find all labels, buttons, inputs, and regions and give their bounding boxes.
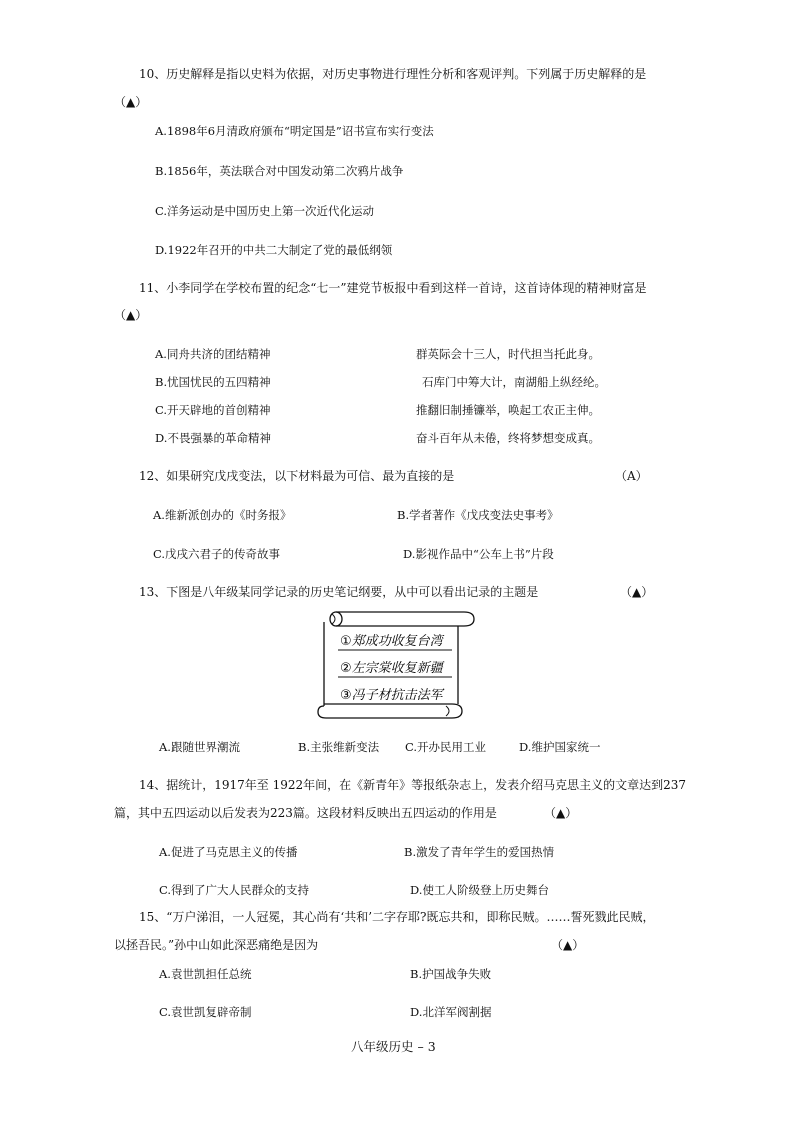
q12-option-b: B.学者著作《戊戌变法史事考》: [397, 508, 559, 522]
q13-stem: 13、下图是八年级某同学记录的历史笔记纲要，从中可以看出记录的主题是: [139, 585, 539, 599]
q13-option-d: D.维护国家统一: [519, 740, 601, 754]
q10-option-b: B.1856年，英法联合对中国发动第二次鸦片战争: [155, 164, 404, 178]
scroll-line-1: ①郑成功收复台湾: [340, 634, 443, 649]
q14-stem-line-1: 14、据统计，1917年至 1922年间，在《新青年》等报纸杂志上，发表介绍马克思主义的文章达到237: [139, 778, 687, 792]
q10-stem: 10、历史解释是指以史料为依据，对历史事物进行理性分析和客观评判。下列属于历史解释的是: [139, 67, 647, 81]
q10-option-a: A.1898年6月清政府颁布“明定国是”诏书宣布实行变法: [155, 124, 434, 138]
scroll-line-2: ②左宗棠收复新疆: [340, 661, 443, 676]
q11-option-c: C.开天辟地的首创精神: [155, 403, 271, 417]
q10-option-c: C.洋务运动是中国历史上第一次近代化运动: [155, 204, 375, 218]
q14-stem-line-2: 篇，其中五四运动以后发表为223篇。这段材料反映出五四运动的作用是: [114, 806, 497, 820]
q12-option-a: A.维新派创办的《时务报》: [153, 508, 292, 522]
q15-stem-line-2: 以拯吾民。”孙中山如此深恶痛绝是因为: [114, 938, 319, 952]
q15-option-d: D.北洋军阀割据: [410, 1005, 492, 1019]
q15-option-c: C.袁世凯复辟帝制: [159, 1005, 252, 1019]
q12-answer-mark: （A）: [615, 469, 648, 483]
q11-option-a: A.同舟共济的团结精神: [155, 347, 271, 361]
q13-answer-mark: （▲）: [620, 585, 654, 599]
q14-answer-mark: （▲）: [544, 806, 578, 820]
q12-option-c: C.戊戌六君子的传奇故事: [153, 547, 281, 561]
q11-poem-line-1: 群英际会十三人，时代担当托此身。: [416, 347, 600, 361]
q14-option-c: C.得到了广大人民群众的支持: [159, 883, 310, 897]
q12-stem: 12、如果研究戊戌变法，以下材料最为可信、最为直接的是: [139, 469, 455, 483]
q11-option-d: D.不畏强暴的革命精神: [155, 431, 271, 445]
q12-option-d: D.影视作品中“公车上书”片段: [403, 547, 554, 561]
q15-option-a: A.袁世凯担任总统: [159, 967, 252, 981]
q11-poem-line-3: 推翻旧制捶镰举，唤起工农正主伸。: [416, 403, 600, 417]
q13-option-a: A.跟随世界潮流: [159, 740, 240, 754]
q15-answer-mark: （▲）: [551, 938, 585, 952]
q14-option-a: A.促进了马克思主义的传播: [159, 845, 298, 859]
q15-option-b: B.护国战争失败: [410, 967, 492, 981]
q11-poem-line-4: 奋斗百年从未倦，终将梦想变成真。: [416, 431, 600, 445]
q10-answer-mark: （▲）: [114, 95, 148, 109]
q14-option-d: D.使工人阶级登上历史舞台: [410, 883, 549, 897]
scroll-notes-figure: [302, 604, 480, 722]
page-footer: 八年级历史 – 3: [351, 1039, 436, 1054]
q15-stem-line-1: 15、“万户涕泪，一人冠冕，其心尚有‘共和’二字存耶?既忘共和，即称民贼。……誓死戮此民贼，: [139, 910, 655, 924]
q13-option-c: C.开办民用工业: [405, 740, 487, 754]
q13-option-b: B.主张维新变法: [298, 740, 380, 754]
q14-option-b: B.激发了青年学生的爱国热情: [404, 845, 555, 859]
q11-answer-mark: （▲）: [114, 308, 148, 322]
scroll-line-3: ③冯子材抗击法军: [340, 688, 443, 703]
q11-stem: 11、小李同学在学校布置的纪念“七一”建党节板报中看到这样一首诗，这首诗体现的精神财富是: [139, 281, 647, 295]
q11-option-b: B.忧国忧民的五四精神: [155, 375, 271, 389]
q11-poem-line-2: 石库门中筹大计，南湖船上纵经纶。: [422, 375, 606, 389]
q10-option-d: D.1922年召开的中共二大制定了党的最低纲领: [155, 243, 393, 257]
